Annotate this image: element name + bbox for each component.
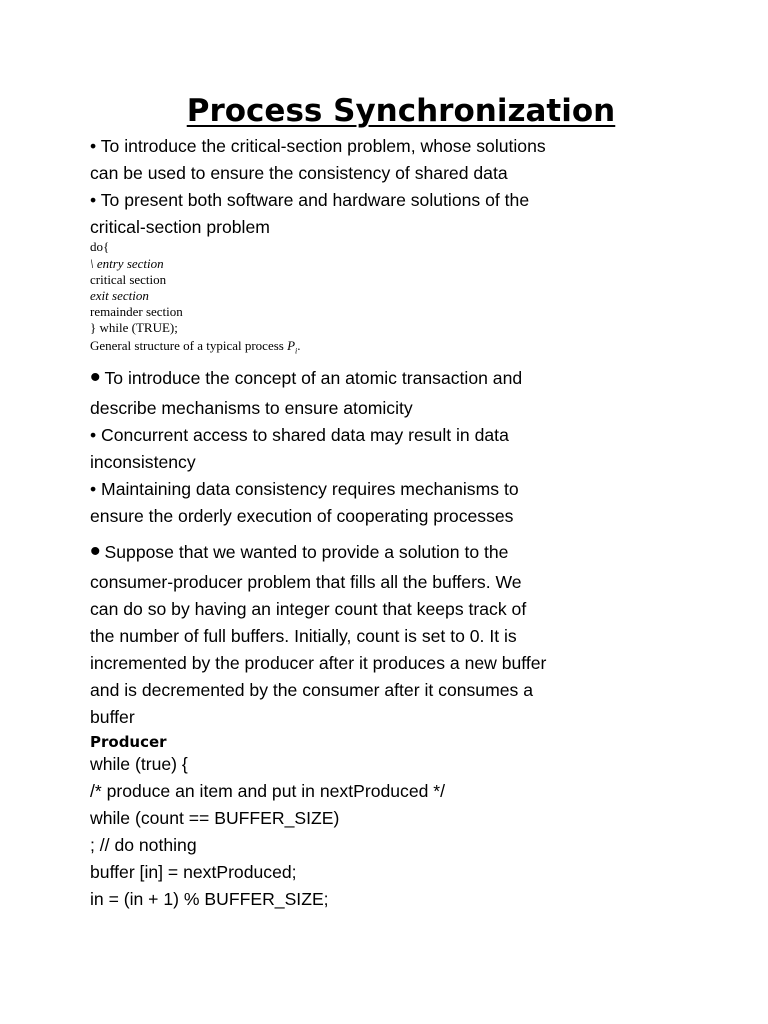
atomic-transaction-text: To introduce the concept of an atomic transaction and	[104, 368, 523, 388]
intro-bullet-1-line-2: can be used to ensure the consistency of shared data	[90, 163, 508, 183]
structure-line-do: do{	[90, 239, 110, 254]
concurrent-access-line-1: • Concurrent access to shared data may result in data	[90, 425, 509, 445]
structure-line-while-true: } while (TRUE);	[90, 320, 178, 335]
suppose-line-5: incremented by the producer after it produces a new buffer	[90, 653, 547, 673]
structure-caption-text: General structure of a typical process	[90, 338, 288, 353]
producer-heading: Producer	[90, 733, 167, 751]
atomic-transaction-line-1	[90, 361, 523, 394]
atomic-transaction-line-2: describe mechanisms to ensure atomicity	[90, 398, 413, 418]
structure-line-critical-section: critical section	[90, 272, 167, 287]
code-line-4: ; // do nothing	[90, 835, 197, 855]
intro-bullet-1-line-1: • To introduce the critical-section problem, whose solutions	[90, 136, 546, 156]
code-line-5: buffer [in] = nextProduced;	[90, 862, 297, 882]
suppose-text: Suppose that we wanted to provide a solution to the	[104, 542, 509, 562]
concurrent-access-line-2: inconsistency	[90, 452, 196, 472]
structure-line-remainder-section: remainder section	[90, 304, 183, 319]
code-line-2: /* produce an item and put in nextProduced */	[90, 781, 446, 801]
bullet-icon: •	[90, 535, 101, 568]
structure-caption-period: .	[297, 338, 301, 353]
data-consistency-line-2: ensure the orderly execution of cooperating processes	[90, 506, 514, 526]
suppose-line-6: and is decremented by the consumer after it consumes a	[90, 680, 534, 700]
suppose-line-4: the number of full buffers. Initially, count is set to 0. It is	[90, 626, 517, 646]
structure-line-entry-section: \ entry section	[90, 256, 164, 271]
data-consistency-line-1: • Maintaining data consistency requires mechanisms to	[90, 479, 519, 499]
suppose-line-3: can do so by having an integer count that keeps track of	[90, 599, 527, 619]
code-line-1: while (true) {	[90, 754, 188, 774]
suppose-line-1	[90, 535, 509, 568]
intro-bullet-2-line-2: critical-section problem	[90, 217, 270, 237]
bullet-icon: •	[90, 361, 101, 394]
structure-caption	[90, 338, 301, 360]
code-line-6: in = (in + 1) % BUFFER_SIZE;	[90, 889, 329, 909]
intro-bullet-2-line-1: • To present both software and hardware solutions of the	[90, 190, 530, 210]
suppose-line-2: consumer-producer problem that fills all the buffers. We	[90, 572, 522, 592]
code-line-3: while (count == BUFFER_SIZE)	[90, 808, 340, 828]
suppose-line-7: buffer	[90, 707, 135, 727]
structure-caption-var: P	[287, 338, 296, 353]
page-title: Process Synchronization	[186, 93, 616, 129]
structure-line-exit-section: exit section	[90, 288, 149, 303]
structure-caption-subscript: i	[295, 346, 298, 356]
